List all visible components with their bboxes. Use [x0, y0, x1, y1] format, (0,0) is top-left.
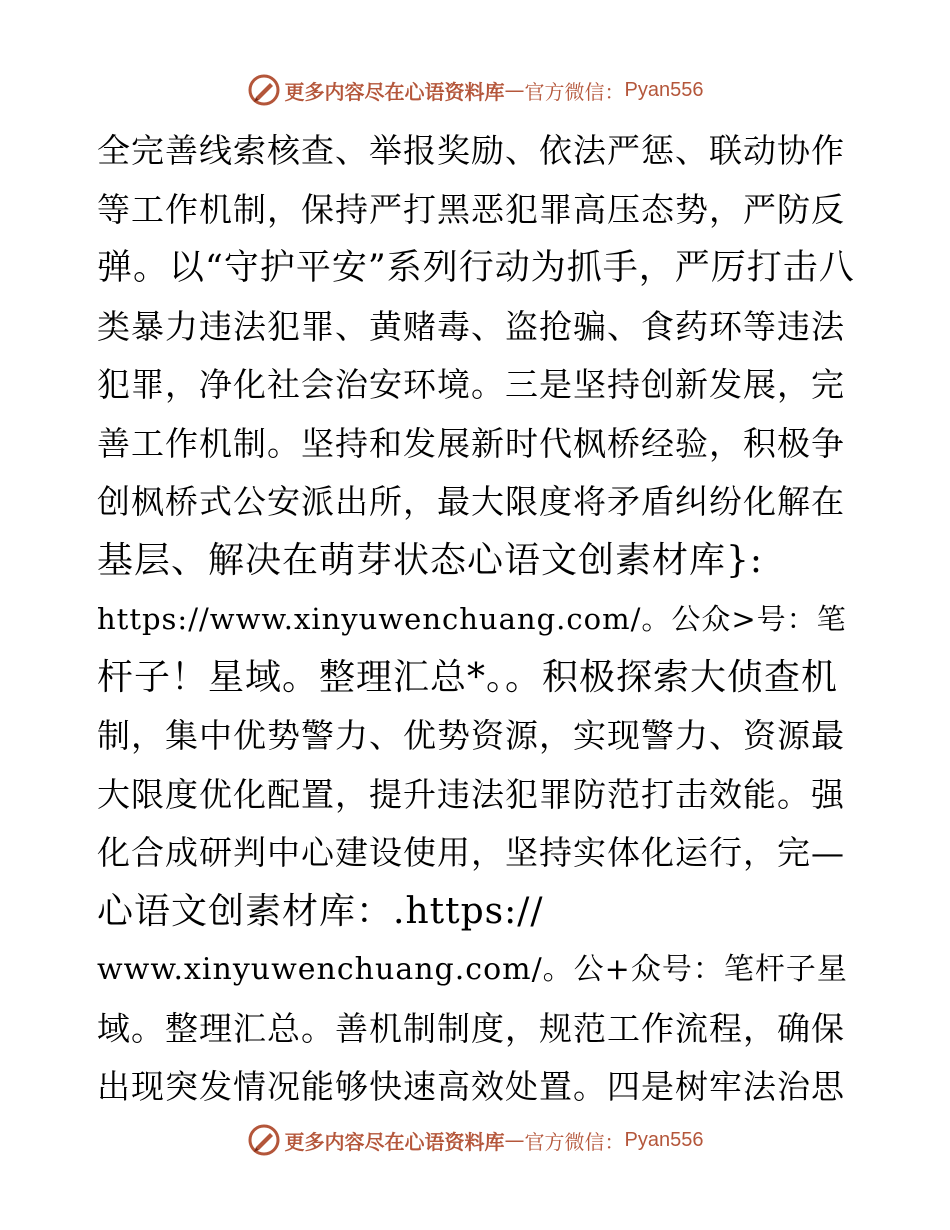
- body-line: 大限度优化配置，提升违法犯罪防范打击效能。强: [97, 774, 845, 814]
- body-line: 域。整理汇总。善机制制度，规范工作流程，确保: [97, 1008, 845, 1048]
- body-line: 善工作机制。坚持和发展新时代枫桥经验，积极争: [97, 423, 845, 463]
- body-line: 化合成研判中心建设使用，坚持实体化运行，完—: [97, 833, 845, 872]
- footer-brand-text: 更多内容尽在心语资料库: [284, 1129, 505, 1154]
- body-line-url: https://www.xinyuwenchuang.com/。公众>号：笔: [97, 602, 847, 636]
- footer-wechat-label: 官方微信：: [524, 1129, 625, 1154]
- pen-logo-icon: [247, 1123, 281, 1157]
- header-separator: —: [504, 78, 525, 102]
- document-body: [97, 122, 857, 1117]
- header-brand-text: 更多内容尽在心语资料库: [284, 79, 505, 104]
- header-wechat-label: 官方微信：: [524, 79, 625, 104]
- header-banner: [0, 70, 950, 110]
- body-line: 杆子！星域。整理汇总*。。积极探索大侦查机: [97, 656, 839, 698]
- body-line-url: www.xinyuwenchuang.com/。公+众号：笔杆子星: [97, 952, 848, 987]
- pen-logo-icon: [247, 73, 281, 107]
- body-line: 出现突发情况能够快速高效处置。四是树牢法治思: [97, 1067, 845, 1106]
- body-line: 犯罪，净化社会治安环境。三是坚持创新发展，完: [97, 365, 845, 404]
- body-line: 制，集中优势警力、优势资源，实现警力、资源最: [97, 716, 845, 755]
- footer-banner: [0, 1120, 950, 1160]
- body-line: 等工作机制，保持严打黑恶犯罪高压态势，严防反: [97, 189, 845, 229]
- body-line: 全完善线索核查、举报奖励、依法严惩、联动协作: [97, 131, 845, 170]
- body-line: 弹。以“守护平安”系列行动为抓手，严厉打击八: [97, 248, 855, 288]
- body-line: 心语文创素材库：.https://: [97, 890, 544, 932]
- footer-separator: —: [504, 1128, 525, 1152]
- body-line: 创枫桥式公安派出所，最大限度将矛盾纠纷化解在: [97, 482, 845, 521]
- header-wechat-handle: Pyan556: [624, 78, 704, 101]
- body-line: 基层、解决在萌芽状态心语文创素材库}:: [97, 539, 764, 581]
- body-line: 类暴力违法犯罪、黄赌毒、盗抢骗、食药环等违法: [97, 306, 845, 346]
- footer-wechat-handle: Pyan556: [624, 1128, 704, 1151]
